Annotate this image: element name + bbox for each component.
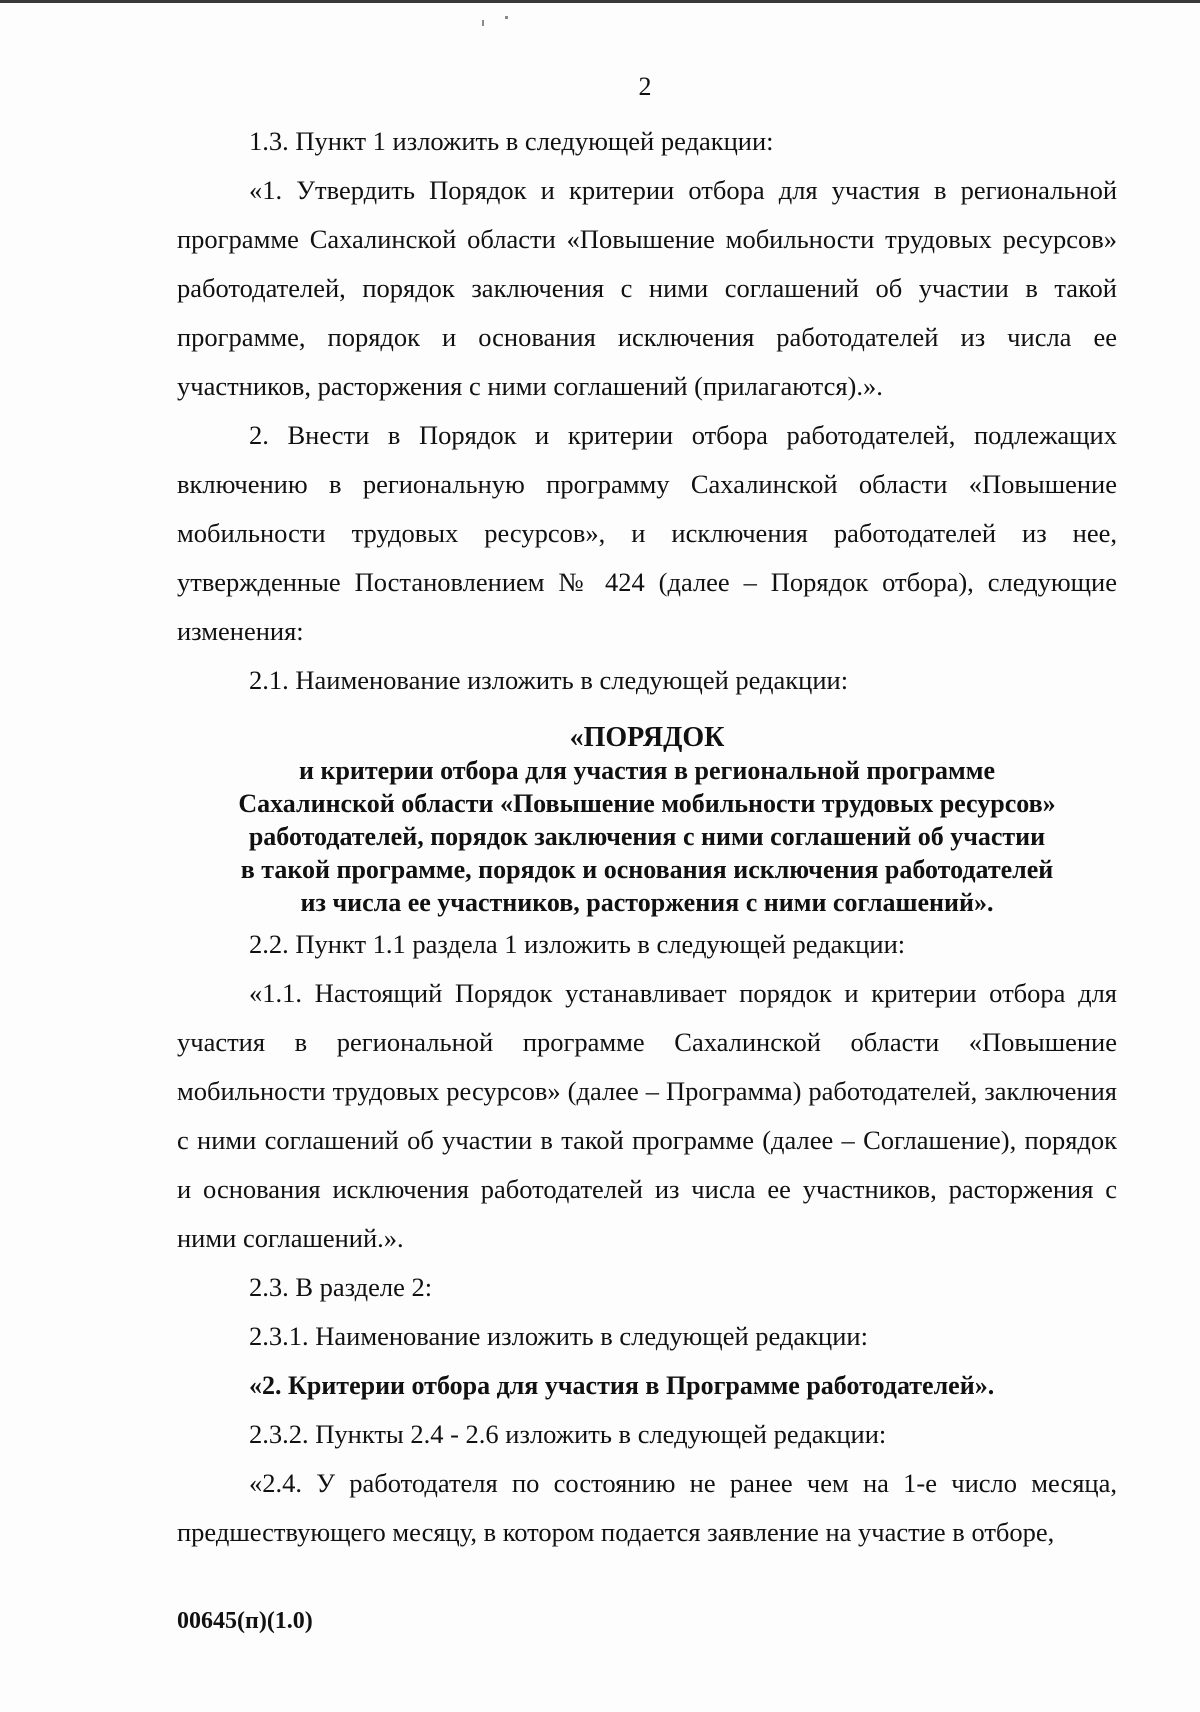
scan-top-edge [0,0,1200,3]
scan-speck [482,20,484,26]
document-code: 00645(п)(1.0) [177,1608,313,1634]
body-block-top [177,117,1117,705]
body-block-middle [177,920,1117,1557]
heading-line: работодателей, порядок заключения с ними соглашений об участии [248,822,1046,851]
paragraph-2-3-2: 2.3.2. Пункты 2.4 - 2.6 изложить в следующей редакции: [249,1419,887,1449]
paragraph-1-3: 1.3. Пункт 1 изложить в следующей редакции: [249,126,774,156]
paragraph-2-2: 2.2. Пункт 1.1 раздела 1 изложить в следующей редакции: [249,929,906,959]
paragraph-item-1-quote: «1. Утвердить Порядок и критерии отбора для участия в региональной программе Сахалинской области «Повышение мобильности трудовых ресурсов» работодателей, порядок заключения с ними соглашений об участии в такой программе, порядок и основания исключения работодателей из числа ее участников, расторжения с ними соглашений (прилагаются).». [177,175,1117,401]
scan-speck [505,16,508,19]
paragraph-2-3: 2.3. В разделе 2: [249,1272,433,1302]
order-title-heading [177,721,1117,919]
section-2-title-quote: «2. Критерии отбора для участия в Программе работодателей». [249,1371,995,1400]
heading-line: из числа ее участников, расторжения с ними соглашений». [300,888,994,917]
paragraph-2-1: 2.1. Наименование изложить в следующей редакции: [249,665,849,695]
heading-line: и критерии отбора для участия в региональной программе [298,756,995,785]
page-number: 2 [638,72,652,101]
paragraph-2-4-quote: «2.4. У работодателя по состоянию не ранее чем на 1-е число месяца, предшествующего месяцу, в котором подается заявление на участие в отборе, [177,1468,1117,1547]
heading-line: Сахалинской области «Повышение мобильности трудовых ресурсов» [238,789,1056,818]
paragraph-2: 2. Внести в Порядок и критерии отбора работодателей, подлежащих включению в региональную программу Сахалинской области «Повышение мобильности трудовых ресурсов», и исключения работодателей из нее, утвержденные Постановлением № 424 (далее – Порядок отбора), следующие изменения: [177,420,1117,646]
paragraph-2-3-1: 2.3.1. Наименование изложить в следующей редакции: [249,1321,868,1351]
heading-line: в такой программе, порядок и основания исключения работодателей [240,855,1054,884]
paragraph-1-1-quote: «1.1. Настоящий Порядок устанавливает порядок и критерии отбора для участия в региональной программе Сахалинской области «Повышение мобильности трудовых ресурсов» (далее – Программа) работодателей, заключения с ними соглашений об участии в такой программе (далее – Соглашение), порядок и основания исключения работодателей из числа ее участников, расторжения с ними соглашений.». [177,978,1117,1253]
heading-line: «ПОРЯДОК [569,722,725,753]
